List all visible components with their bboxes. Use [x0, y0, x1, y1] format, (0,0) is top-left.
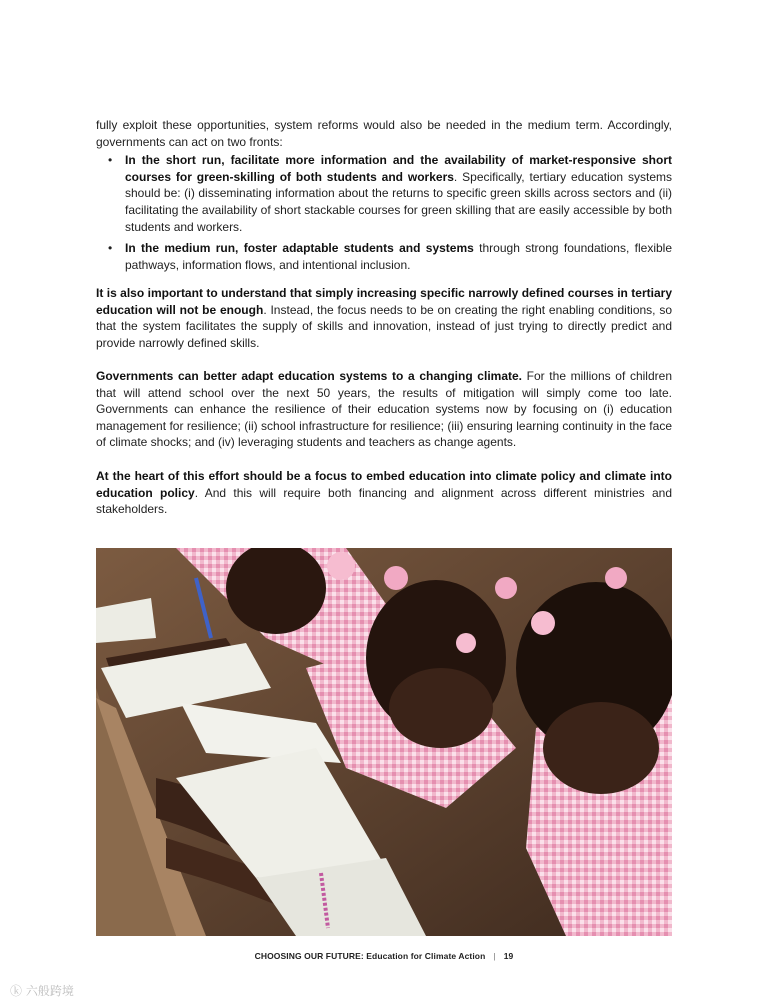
footer-separator: |	[493, 951, 496, 961]
bullet-heading: In the short run, facilitate more information and the availability of market-responsive short courses for green-skilling of both students and workers	[125, 153, 672, 184]
paragraph-body: . And this will require both financing and alignment across different ministries and stakeholders.	[96, 485, 672, 517]
page-footer	[0, 951, 768, 961]
watermark-logo: ⓚ 六般跨境	[10, 984, 74, 998]
bullet-text: through strong foundations, flexible pathways, information flows, and intentional inclusion.	[125, 241, 672, 272]
photo-illustration	[96, 548, 672, 936]
paragraph-body: For the millions of children that will attend school over the next 50 years, the results of mitigation will simply come too late. Governments can enhance the resilience of their education systems now by focusing on (i) education management for resilience; (ii) school infrastructure for resilience; (iii) ensuring learning continuity in the face of climate shocks; and (iv) leveraging students and teachers as change agents.	[96, 369, 672, 450]
list-item	[96, 152, 672, 235]
bullet-icon: •	[108, 241, 113, 256]
bullet-text: . Specifically, tertiary education systems should be: (i) disseminating information about the returns to specific green skills across sectors and (ii) facilitating the availability of short stackable courses for green skilling that are easily accessible by both students and workers.	[125, 169, 672, 234]
paragraph-lead: Governments can better adapt education systems to a changing climate.	[96, 369, 522, 383]
intro-section	[96, 117, 672, 278]
intro-paragraph: fully exploit these opportunities, system reforms would also be needed in the medium term. Accordingly, governments can act on two fronts:	[96, 118, 672, 149]
list-item	[96, 240, 672, 273]
paragraph-lead: It is also important to understand that simply increasing specific narrowly defined courses in tertiary education will not be enough	[96, 286, 672, 317]
footer-title: CHOOSING OUR FUTURE: Education for Climate Action	[254, 951, 486, 961]
bullet-icon: •	[108, 153, 113, 168]
paragraph-climate-policy	[96, 468, 672, 518]
page-number: 19	[503, 951, 514, 961]
paragraph-body: . Instead, the focus needs to be on creating the right enabling conditions, so that the system facilitates the supply of skills and innovation, instead of just trying to directly predict and provide narrowly defined skills.	[96, 302, 672, 350]
students-reading-photo	[96, 548, 672, 936]
paragraph-lead: At the heart of this effort should be a focus to embed education into climate policy and climate into education policy	[96, 469, 672, 500]
bullet-heading: In the medium run, foster adaptable students and systems	[125, 241, 474, 256]
paragraph-tertiary-education	[96, 285, 672, 351]
paragraph-adapt-systems	[96, 368, 672, 451]
fronts-list	[96, 152, 672, 273]
